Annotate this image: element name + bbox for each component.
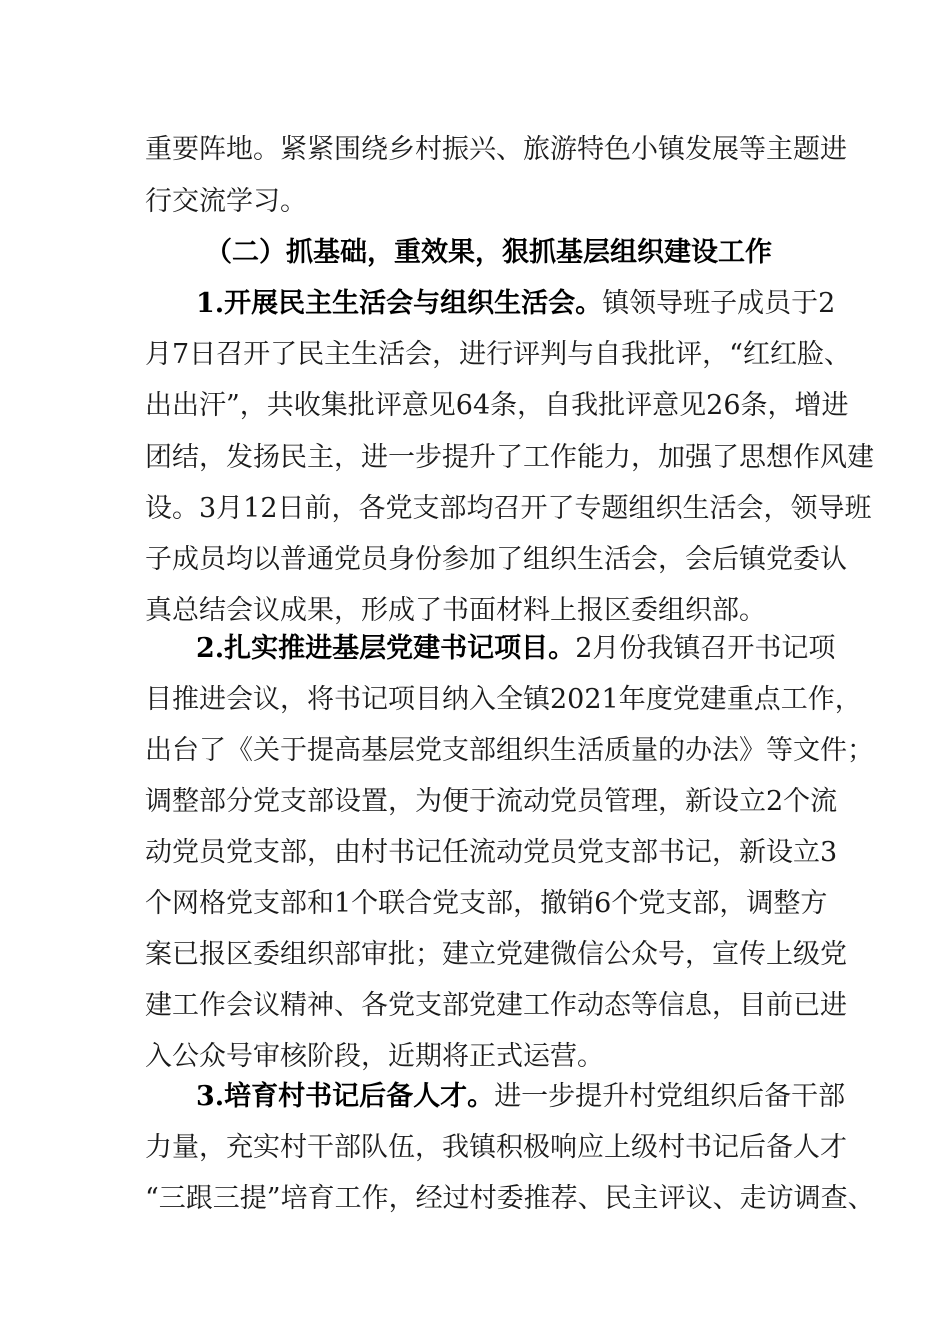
paragraph-line: 月7日召开了民主生活会，进行评判与自我批评，“红红脸、 xyxy=(145,339,851,370)
paragraph-line: 动党员党支部，由村书记任流动党员党支部书记，新设立3 xyxy=(145,837,838,868)
paragraph-line: 入公众号审核阶段，近期将正式运营。 xyxy=(145,1041,604,1072)
section-heading: （二）抓基础，重效果，狠抓基层组织建设工作 xyxy=(205,237,772,268)
paragraph-line: 出台了《关于提高基层党支部组织生活质量的办法》等文件； xyxy=(145,735,874,766)
paragraph-line: 个网格党支部和1个联合党支部，撤销6个党支部，调整方 xyxy=(145,888,828,919)
paragraph-line: 目推进会议，将书记项目纳入全镇2021年度党建重点工作， xyxy=(145,684,862,715)
paragraph-line: 重要阵地。紧紧围绕乡村振兴、旅游特色小镇发展等主题进 xyxy=(145,134,847,165)
item-title: 3.培育村书记后备人才。 xyxy=(196,1081,495,1112)
paragraph-line: 调整部分党支部设置，为便于流动党员管理，新设立2个流 xyxy=(145,786,838,817)
paragraph-line: 真总结会议成果，形成了书面材料上报区委组织部。 xyxy=(145,595,766,626)
item-title: 1.开展民主生活会与组织生活会。 xyxy=(196,288,603,319)
item-text: 2月份我镇召开书记项 xyxy=(575,633,836,664)
item-title: 2.扎实推进基层党建书记项目。 xyxy=(196,633,576,664)
paragraph-line: 出出汗”，共收集批评意见64条，自我批评意见26条，增进 xyxy=(145,390,849,421)
item-heading-line xyxy=(196,1080,845,1114)
paragraph-line: 案已报区委组织部审批；建立党建微信公众号，宣传上级党 xyxy=(145,939,847,970)
paragraph-line: “三跟三提”培育工作，经过村委推荐、民主评议、走访调查、 xyxy=(145,1183,875,1214)
paragraph-line: 行交流学习。 xyxy=(145,186,307,217)
item-text: 镇领导班子成员于2 xyxy=(602,288,836,319)
paragraph-line: 团结，发扬民主，进一步提升了工作能力，加强了思想作风建 xyxy=(145,442,874,473)
item-heading-line xyxy=(196,287,835,321)
item-text: 进一步提升村党组织后备干部 xyxy=(494,1081,846,1112)
paragraph-line: 子成员均以普通党员身份参加了组织生活会，会后镇党委认 xyxy=(145,544,847,575)
paragraph-line: 设。3月12日前，各党支部均召开了专题组织生活会，领导班 xyxy=(145,493,872,524)
item-heading-line xyxy=(196,632,835,666)
paragraph-line: 建工作会议精神、各党支部党建工作动态等信息，目前已进 xyxy=(145,990,847,1021)
paragraph-line: 力量，充实村干部队伍，我镇积极响应上级村书记后备人才 xyxy=(145,1132,847,1163)
